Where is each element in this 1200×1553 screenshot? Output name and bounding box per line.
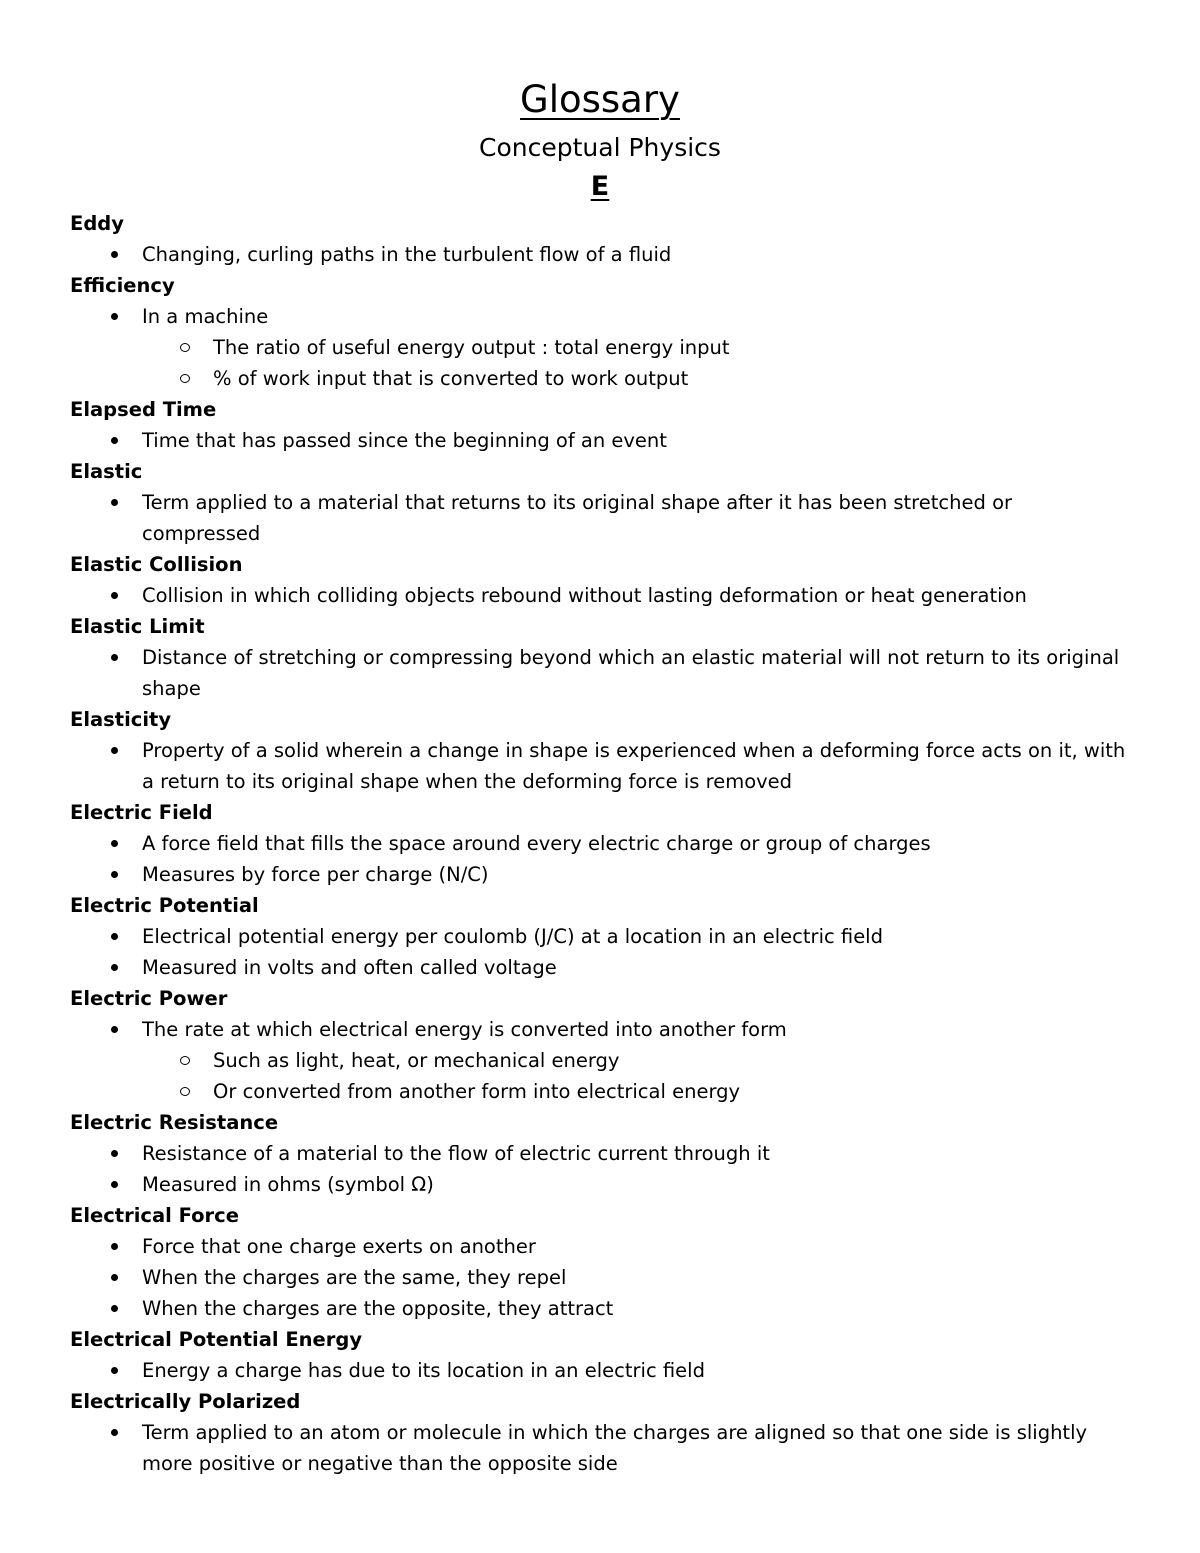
page-subtitle: Conceptual Physics [479,133,721,162]
definition-text: When the charges are the opposite, they attract [142,1297,614,1320]
hollow-bullet-icon [180,374,190,383]
definition-item [142,859,1130,890]
definition-list [70,487,1130,549]
glossary-term: Electric Power [70,987,228,1010]
definition-list [70,1417,1130,1479]
definition-list [70,1231,1130,1324]
bullet-icon [111,964,118,971]
definition-list [70,425,1130,456]
bullet-icon [111,1150,118,1157]
glossary-term: Elastic Collision [70,553,243,576]
definition-item [142,735,1130,797]
definition-list [70,580,1130,611]
definition-item [142,1014,1130,1107]
sub-definition-list [142,332,1130,394]
glossary-term: Elasticity [70,708,172,731]
glossary-term: Electric Resistance [70,1111,279,1134]
bullet-icon [111,313,118,320]
sub-definition-text: % of work input that is converted to work output [213,367,689,390]
definition-list [70,1014,1130,1107]
hollow-bullet-icon [180,1056,190,1065]
bullet-icon [111,1026,118,1033]
definition-text: Energy a charge has due to its location in an electric field [142,1359,705,1382]
sub-definition-list [142,1045,1130,1107]
definition-text: Measured in volts and often called voltage [142,956,557,979]
bullet-icon [111,499,118,506]
glossary-term: Electrically Polarized [70,1390,301,1413]
hollow-bullet-icon [180,343,190,352]
definition-item [142,1262,1130,1293]
bullet-icon [111,871,118,878]
definition-item [142,1138,1130,1169]
definition-text: Measured in ohms (symbol Ω) [142,1173,434,1196]
definition-list [70,239,1130,270]
bullet-icon [111,437,118,444]
glossary-term: Efficiency [70,274,175,297]
definition-item [142,239,1130,270]
definition-item [142,1417,1130,1479]
sub-definition-item [213,332,1130,363]
definition-list [70,1355,1130,1386]
page-title: Glossary [520,78,680,121]
glossary-term: Elastic [70,460,143,483]
definition-text: When the charges are the same, they repel [142,1266,567,1289]
definition-list [70,301,1130,394]
sub-definition-item [213,1076,1130,1107]
definition-text: In a machine [142,305,269,328]
sub-definition-item [213,1045,1130,1076]
bullet-icon [111,747,118,754]
definition-item [142,1169,1130,1200]
definition-text: Property of a solid wherein a change in shape is experienced when a deforming force acts on it, with a return to its original shape when the deforming force is removed [142,739,1126,793]
definition-item [142,487,1130,549]
sub-definition-text: Or converted from another form into electrical energy [213,1080,741,1103]
definition-item [142,425,1130,456]
glossary-term: Eddy [70,212,124,235]
definition-text: A force field that fills the space around every electric charge or group of charges [142,832,931,855]
definition-text: Measures by force per charge (N/C) [142,863,489,886]
glossary-entries [70,208,1130,1479]
definition-item [142,1293,1130,1324]
definition-item [142,921,1130,952]
definition-list [70,828,1130,890]
definition-text: Time that has passed since the beginning of an event [142,429,667,452]
definition-item [142,301,1130,394]
definition-item [142,1231,1130,1262]
definition-text: Force that one charge exerts on another [142,1235,536,1258]
definition-text: The rate at which electrical energy is converted into another form [142,1018,787,1041]
definition-text: Resistance of a material to the flow of electric current through it [142,1142,770,1165]
glossary-term: Electric Field [70,801,213,824]
definition-item [142,642,1130,704]
bullet-icon [111,1367,118,1374]
bullet-icon [111,1305,118,1312]
bullet-icon [111,1429,118,1436]
definition-item [142,1355,1130,1386]
sub-definition-item [213,363,1130,394]
bullet-icon [111,1274,118,1281]
bullet-icon [111,654,118,661]
bullet-icon [111,592,118,599]
bullet-icon [111,1181,118,1188]
definition-list [70,1138,1130,1200]
definition-list [70,642,1130,704]
definition-text: Distance of stretching or compressing beyond which an elastic material will not return to its original shape [142,646,1120,700]
definition-text: Term applied to an atom or molecule in which the charges are aligned so that one side is slightly more positive or negative than the opposite side [142,1421,1088,1475]
definition-text: Collision in which colliding objects rebound without lasting deformation or heat generation [142,584,1027,607]
bullet-icon [111,1243,118,1250]
hollow-bullet-icon [180,1087,190,1096]
definition-list [70,735,1130,797]
sub-definition-text: Such as light, heat, or mechanical energy [213,1049,620,1072]
glossary-term: Electrical Force [70,1204,239,1227]
definition-item [142,952,1130,983]
glossary-term: Elastic Limit [70,615,205,638]
sub-definition-text: The ratio of useful energy output : total energy input [213,336,730,359]
bullet-icon [111,840,118,847]
glossary-term: Elapsed Time [70,398,217,421]
definition-list [70,921,1130,983]
definition-item [142,580,1130,611]
glossary-term: Electric Potential [70,894,259,917]
definition-text: Term applied to a material that returns to its original shape after it has been stretched or compressed [142,491,1013,545]
section-letter: E [590,171,610,202]
definition-text: Changing, curling paths in the turbulent flow of a fluid [142,243,672,266]
definition-item [142,828,1130,859]
definition-text: Electrical potential energy per coulomb (J/C) at a location in an electric field [142,925,883,948]
glossary-term: Electrical Potential Energy [70,1328,363,1351]
bullet-icon [111,251,118,258]
bullet-icon [111,933,118,940]
